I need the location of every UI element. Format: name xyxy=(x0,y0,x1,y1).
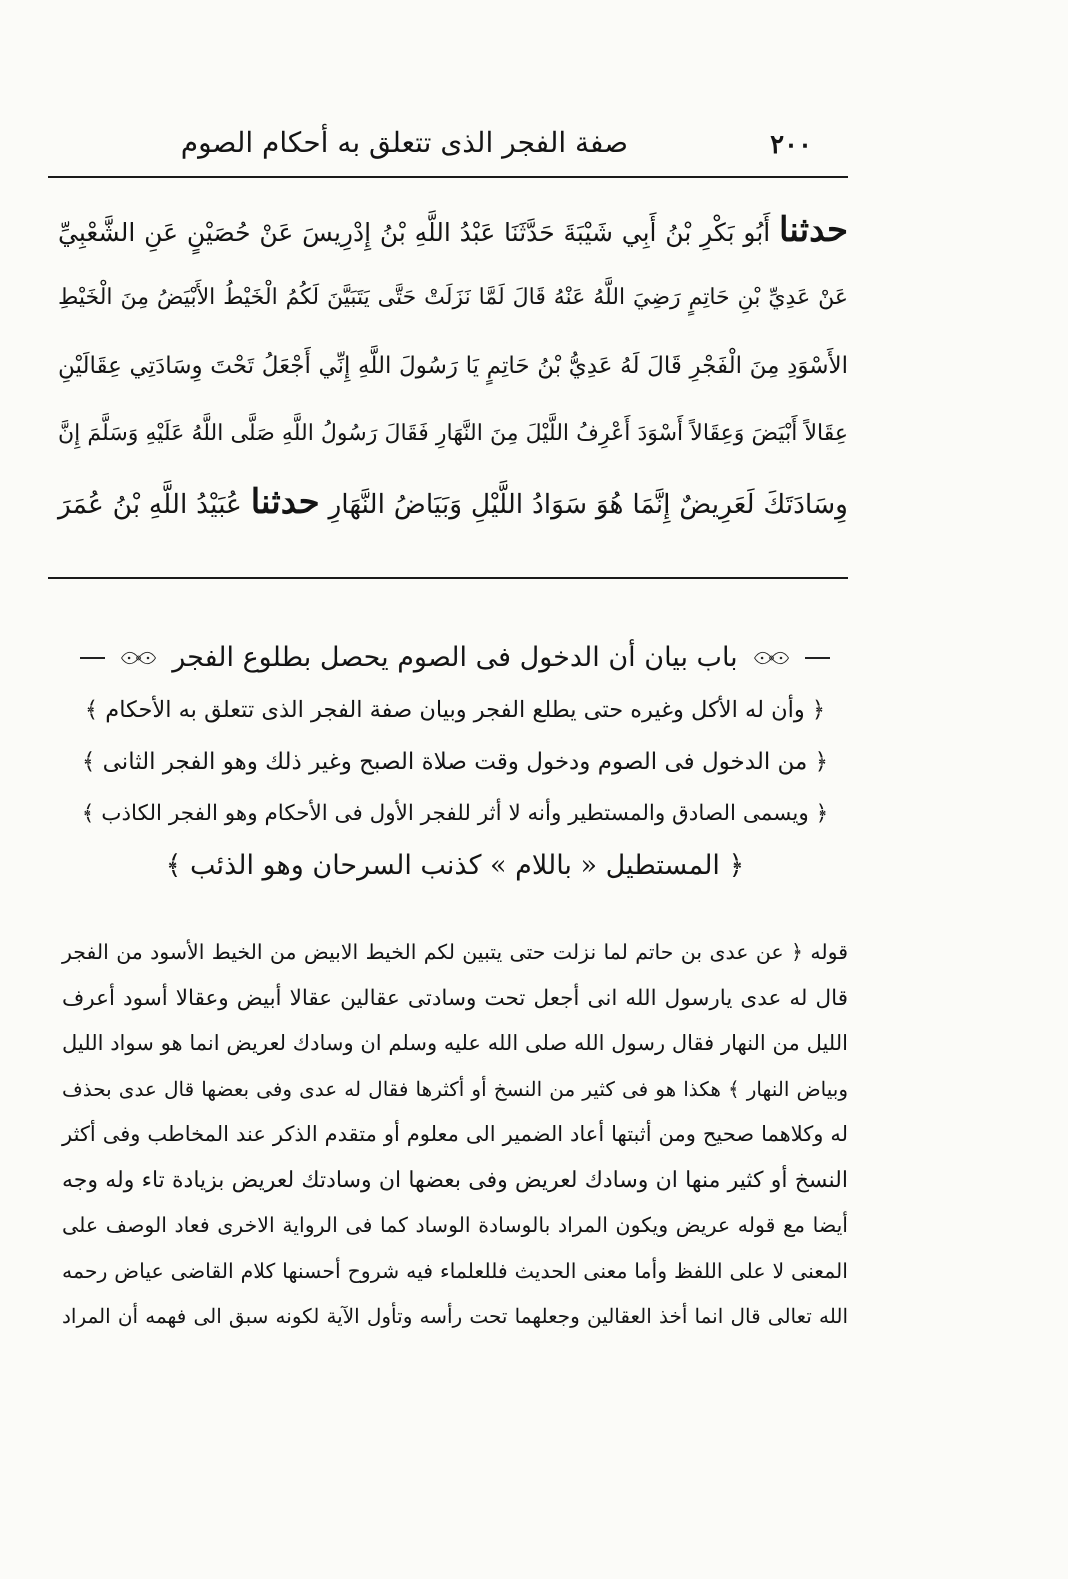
commentary-line: الله تعالى قال انما أخذ العقالين وجعلهما تحت رأسه وتأول الآية لكونه سبق الى فهمه أن المراد xyxy=(62,1304,848,1328)
hadith-lead-word: حدثنا xyxy=(779,210,848,250)
hadith-line-text: عِقَالاً أَبْيَضَ وَعِقَالاً أَسْوَدَ أَعْرِفُ اللَّيْلَ مِنَ النَّهَارِ فَقَالَ رَسُولُ اللَّهِ صَلَّى اللَّهُ عَلَيْهِ وَسَلَّمَ إِنَّ xyxy=(58,421,848,446)
chapter-subtitle-line: ﴿ المستطيل « باللام » كذنب السرحان وهو الذئب ﴾ xyxy=(165,850,745,881)
hadith-line-text-tail: عُبَيْدُ اللَّهِ بْنُ عُمَرَ xyxy=(58,489,251,520)
chapter-heading: باب بيان أن الدخول فى الصوم يحصل بطلوع الفجر xyxy=(172,642,738,673)
page-header xyxy=(48,120,848,168)
hadith-line-text: وِسَادَتَكَ لَعَرِيضٌ إِنَّمَا هُوَ سَوَادُ اللَّيْلِ وَبَيَاضُ النَّهَارِ xyxy=(319,489,848,520)
chapter-subtitle-line: ﴿ وأن له الأكل وغيره حتى يطلع الفجر وبيان صفة الفجر الذى تتعلق به الأحكام ﴾ xyxy=(84,697,826,723)
floral-ornament-icon xyxy=(119,643,158,673)
chapter-subtitle-line: ﴿ ويسمى الصادق والمستطير وأنه لا أثر للفجر الأول فى الأحكام وهو الفجر الكاذب ﴾ xyxy=(81,801,829,826)
commentary-line: وبياض النهار ﴾ هكذا هو فى كثير من النسخ أو أكثرها فقال له عدى وفى بعضها قال عدى بحذف xyxy=(62,1076,848,1101)
dash-ornament xyxy=(80,657,105,659)
hadith-line xyxy=(58,264,848,332)
hadith-line-text: عَنْ عَدِيِّ بْنِ حَاتِمٍ رَضِيَ اللَّهُ عَنْهُ قَالَ لَمَّا نَزَلَتْ حَتَّى يَتَبَيَّنَ لَكُمُ الْخَيْطُ الأَبْيَضُ مِنَ الْخَيْطِ xyxy=(58,285,848,310)
running-title: صفة الفجر الذى تتعلق به أحكام الصوم xyxy=(180,126,628,159)
floral-ornament-icon xyxy=(752,643,791,673)
commentary-line: قوله ﴿ عن عدى بن حاتم لما نزلت حتى يتبين لكم الخيط الابيض من الخيط الأسود من الفجر xyxy=(62,940,848,964)
hadith-line xyxy=(58,196,848,264)
commentary-line: أيضا مع قوله عريض ويكون المراد بالوسادة الوساد كما فى الرواية الاخرى فعاد الوصف على xyxy=(62,1213,848,1237)
commentary-line: له وكلاهما صحيح ومن أثبتها أعاد الضمير الى معلوم أو متقدم الذكر عند المخاطب وفى أكثر xyxy=(62,1122,848,1146)
commentary-line: قال له عدى يارسول الله انى أجعل تحت وسادتى عقالين عقالا أبيض وعقالا أسود أعرف xyxy=(62,985,848,1011)
header-rule xyxy=(48,176,848,178)
commentary-block xyxy=(62,930,848,1340)
page-number: ٢٠٠ xyxy=(770,130,812,160)
hadith-lead-word: حدثنا xyxy=(250,482,320,522)
chapter-subtitle-line: ﴿ من الدخول فى الصوم ودخول وقت صلاة الصبح وغير ذلك وهو الفجر الثانى ﴾ xyxy=(81,749,829,775)
commentary-line: المعنى لا على اللفظ وأما معنى الحديث فللعلماء فيه شروح أحسنها كلام القاضى عياض رحمه xyxy=(62,1258,848,1283)
chapter-heading-line xyxy=(80,632,830,684)
section-divider xyxy=(48,577,848,579)
commentary-line: النسخ أو كثير منها ان وسادك لعريض وفى بعضها ان وسادتك لعريض بزيادة تاء وله وجه xyxy=(62,1167,848,1193)
dash-ornament xyxy=(805,657,830,659)
commentary-line: الليل من النهار فقال رسول الله صلى الله عليه وسلم ان وسادك لعريض انما هو سواد الليل xyxy=(62,1031,848,1055)
hadith-line-text: أَبُو بَكْرِ بْنُ أَبِي شَيْبَةَ حَدَّثَنَا عَبْدُ اللَّهِ بْنُ إِدْرِيسَ عَنْ حُصَيْنٍ عَنِ الشَّعْبِيِّ xyxy=(58,218,780,247)
hadith-line xyxy=(58,468,848,536)
hadith-line xyxy=(58,400,848,468)
hadith-line-text: الأَسْوَدِ مِنَ الْفَجْرِ قَالَ لَهُ عَدِيُّ بْنُ حَاتِمٍ يَا رَسُولَ اللَّهِ إِنِّي أَجْعَلُ تَحْتَ وِسَادَتِي عِقَالَيْنِ xyxy=(58,353,848,379)
hadith-text-block xyxy=(58,196,848,536)
chapter-heading-block xyxy=(80,632,830,892)
hadith-line xyxy=(58,332,848,400)
